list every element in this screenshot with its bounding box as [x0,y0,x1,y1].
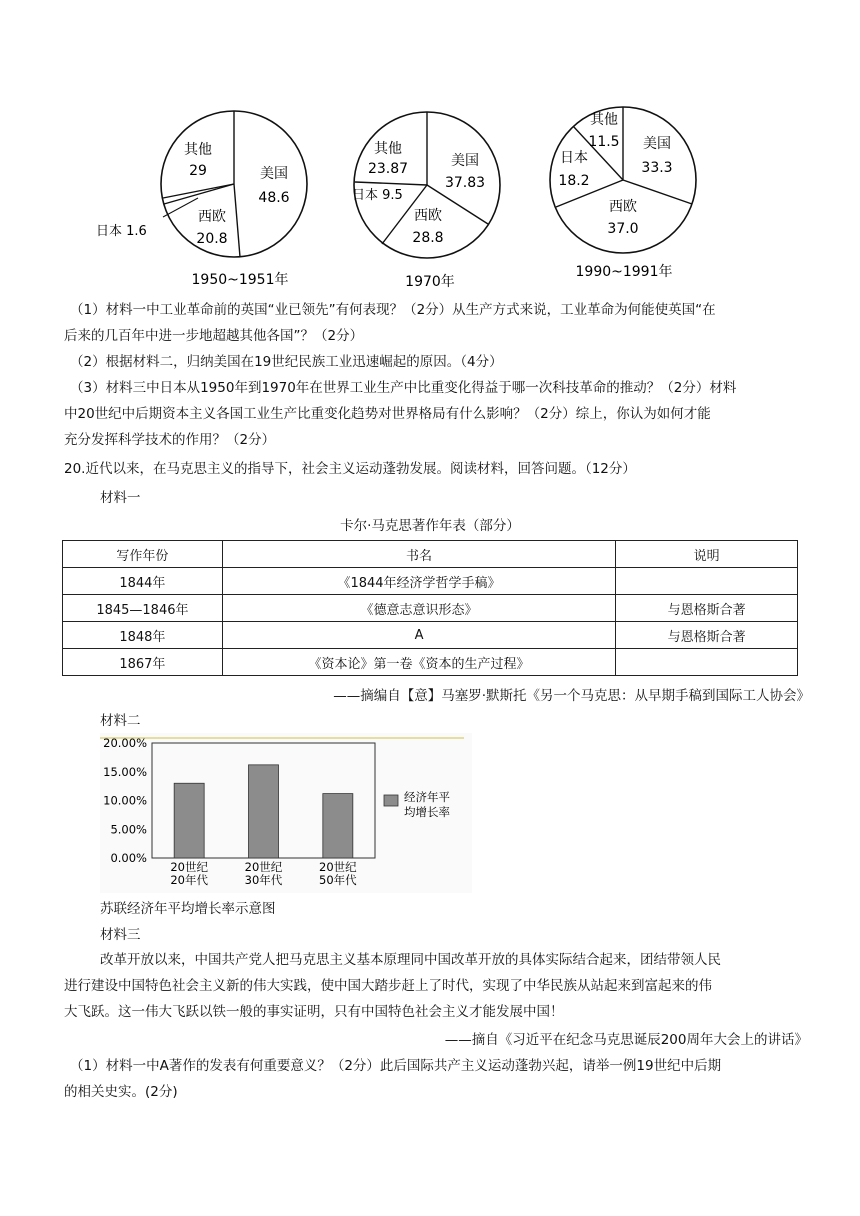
chart-caption: 苏联经济年平均增长率示意图 [100,901,276,917]
table-cell-year: 1845—1846年 [63,595,223,622]
q19-sub3-line2: 中20世纪中后期资本主义各国工业生产比重变化趋势对世界格局有什么影响？（2分）综上，你认为如何才能 [64,406,711,422]
pie-1970-other-label: 其他 [374,141,402,157]
q20-material3-line3: 大飞跃。这一伟大飞跃以铁一般的事实证明，只有中国特色社会主义才能发展中国！ [64,1004,564,1020]
pie-1950-period: 1950~1951年 [191,272,289,288]
table-row [63,622,798,649]
table-header-row [63,541,798,568]
pie-1970-us-label: 美国 [451,153,479,169]
ussr-growth-bar-chart [100,733,472,893]
pie-1990-us-value: 33.3 [641,160,673,176]
pie-1950-jp-label: 日本 1.6 [96,224,147,239]
bar [249,765,279,858]
pie-1970-us-value: 37.83 [444,175,486,191]
x-tick-label: 20世纪 [319,860,357,874]
pie-1990-other-value: 11.5 [588,134,620,150]
table-cell-year: 1867年 [63,649,223,676]
q20-material3-line1: 改革开放以来，中国共产党人把马克思主义基本原理同中国改革开放的具体实际结合起来，团结带领人民 [100,952,721,968]
q20-table-source: ——摘编自【意】马塞罗·默斯托《另一个马克思：从早期手稿到国际工人协会》 [333,688,810,704]
pie-1990-other-label: 其他 [590,112,618,128]
q20-material3-label: 材料三 [100,927,141,943]
q20-sub1-line2: 的相关史实。(2分) [64,1084,178,1100]
pie-1970-period: 1970年 [405,274,455,290]
pie-1970-other-value: 23.87 [367,161,409,177]
table-cell-title: 《资本论》第一卷《资本的生产过程》 [222,649,615,676]
q19-sub1-line2: 后来的几百年中进一步地超越其他各国”？（2分） [64,328,364,344]
bar [323,794,353,858]
x-tick-label: 20世纪 [170,860,208,874]
pie-chart-1950 [96,111,307,288]
x-tick-label: 20世纪 [244,860,283,874]
table-cell-title: A [222,622,615,649]
table-cell-note: 与恩格斯合著 [616,595,798,622]
table-row [63,649,798,676]
y-tick-label: 0.00% [110,851,147,865]
q20-material3-line2: 进行建设中国特色社会主义新的伟大实践，使中国大踏步赶上了时代，实现了中华民族从站起来到富起来的伟 [64,978,712,994]
legend-label-line1: 经济年平 [404,790,450,804]
pie-1990-jp-value: 18.2 [558,173,590,189]
pie-1990-us-label: 美国 [643,136,671,152]
pie-chart-1970 [352,112,500,290]
pie-chart-1990 [550,107,696,280]
table-cell-title: 《德意志意识形态》 [222,595,615,622]
pie-1950-other-label: 其他 [184,142,212,158]
q20-material2-label: 材料二 [100,713,141,729]
table-header-note: 说明 [616,541,798,568]
x-tick-label: 20年代 [170,873,208,887]
y-tick-label: 15.00% [103,764,147,779]
table-cell-note: 与恩格斯合著 [616,622,798,649]
table-cell-title: 《1844年经济学哲学手稿》 [222,568,615,595]
y-tick-label: 20.00% [103,736,147,750]
q20-intro: 20.近代以来，在马克思主义的指导下，社会主义运动蓬勃发展。阅读材料，回答问题。（12分） [64,461,636,477]
pie-1990-jp-label: 日本 [560,150,588,166]
q19-sub1-line1: （1）材料一中工业革命前的英国“业已领先”有何表现？（2分）从生产方式来说，工业革命为何能使英国“在 [70,302,716,318]
table-row [63,595,798,622]
q20-table-title: 卡尔·马克思著作年表（部分） [340,518,520,534]
table-cell-note [616,568,798,595]
pie-1990-eu-value: 37.0 [607,221,639,237]
x-tick-label: 50年代 [319,873,357,887]
legend-swatch [384,795,398,806]
q19-sub2: （2）根据材料二，归纳美国在19世纪民族工业迅速崛起的原因。（4分） [70,354,503,370]
pie-1970-jp-label: 日本 9.5 [352,188,403,203]
x-tick-label: 30年代 [244,873,283,887]
table-cell-year: 1844年 [63,568,223,595]
pie-1950-eu-value: 20.8 [196,231,228,247]
table-row [63,568,798,595]
marx-works-table [62,540,798,676]
pie-1990-eu-label: 西欧 [609,199,637,215]
pie-1950-us-value: 48.6 [258,190,290,206]
table-header-year: 写作年份 [63,541,223,568]
x-axis-labels [170,860,357,887]
pie-charts [0,0,860,300]
q20-sub1-line1: （1）材料一中A著作的发表有何重要意义？（2分）此后国际共产主义运动蓬勃兴起，请举一例19世纪中后期 [70,1058,722,1074]
q20-material3-source: ——摘自《习近平在纪念马克思诞辰200周年大会上的讲话》 [444,1032,808,1048]
q19-sub3-line3: 充分发挥科学技术的作用？（2分） [64,432,276,448]
pie-1950-eu-label: 西欧 [198,209,226,225]
pie-1970-eu-label: 西欧 [414,208,442,224]
y-tick-label: 5.00% [110,822,147,837]
y-tick-label: 10.00% [103,793,147,808]
q20-material1-label: 材料一 [100,490,141,506]
pie-1950-other-value: 29 [189,163,207,179]
table-cell-year: 1848年 [63,622,223,649]
bar [174,783,204,858]
legend-label-line2: 均增长率 [404,805,450,819]
table-header-title: 书名 [222,541,615,568]
pie-1990-period: 1990~1991年 [575,264,673,280]
pie-1950-us-label: 美国 [260,166,288,182]
q19-sub3-line1: （3）材料三中日本从1950年到1970年在世界工业生产中比重变化得益于哪一次科技革命的推动？（2分）材料 [70,380,737,396]
table-cell-note [616,649,798,676]
pie-1970-eu-value: 28.8 [412,230,444,246]
